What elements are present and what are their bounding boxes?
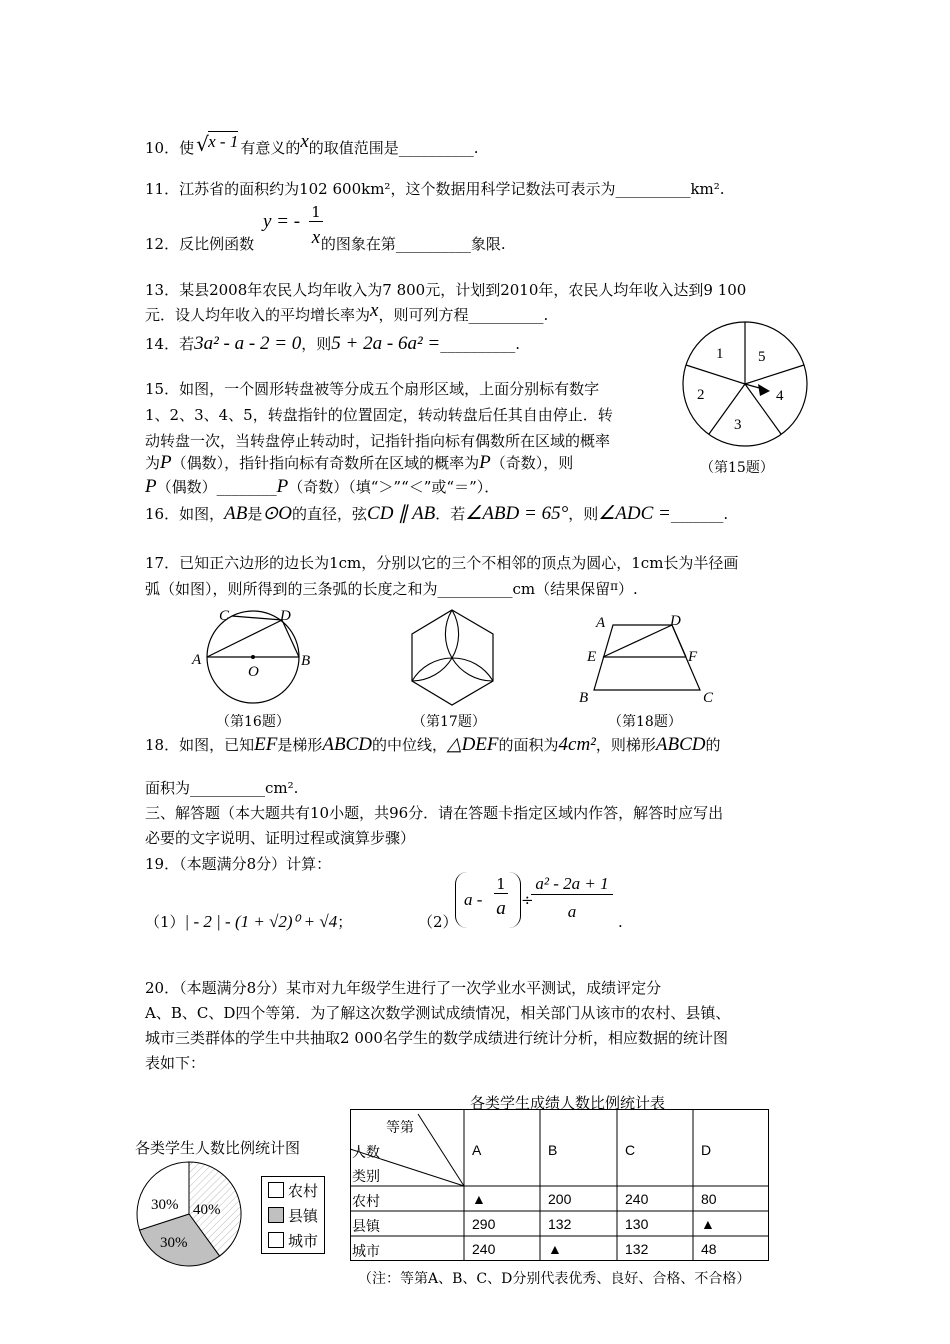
q20-line4: 表如下： [145, 1054, 206, 1072]
corner-mid: 人数 [352, 1144, 380, 1160]
corner-top: 等第 [386, 1119, 414, 1135]
caption-15: （第15题） [700, 460, 774, 476]
q15-line3: 动转盘一次，当转盘停止转动时，记指针指向标有偶数所在区域的概率 [145, 432, 611, 450]
division-sign: ÷ [521, 891, 534, 909]
q18-line2: 面积为__________cm². [145, 779, 299, 797]
q15-line1: 15．如图，一个圆形转盘被等分成五个扇形区域，上面分别标有数字 [145, 380, 600, 398]
q19-denominator: a [567, 902, 577, 921]
paren-expression: a - 1 a [455, 872, 521, 928]
caption-17: （第17题） [412, 714, 486, 730]
q19-dot: . [618, 913, 623, 931]
legend-swatch-rural [268, 1182, 284, 1198]
q20-line1: 20．（本题满分8分）某市对九年级学生进行了一次学业水平测试，成绩评定分 [145, 979, 662, 997]
legend-label: 农村 [288, 1182, 319, 1200]
q11: 11．江苏省的面积约为102 600km²，这个数据用科学记数法可表示为__________km². [145, 180, 725, 198]
figure-17 [400, 606, 505, 706]
header-B: B [548, 1142, 558, 1158]
svg-text:O: O [248, 664, 259, 680]
q10: 10．使 √ x - 1 有意义的x的取值范围是__________. [145, 131, 479, 157]
sector-label: 2 [697, 387, 705, 403]
legend-label: 县镇 [288, 1207, 319, 1225]
q16: 16．如图，AB是⊙O的直径，弦CD ∥ AB．若∠ABD = 65°，则∠ADC =_______. [145, 503, 729, 524]
q17-line2: 弧（如图），则所得到的三条弧的长度之和为__________cm（结果保留$^\pi$）. [145, 579, 638, 598]
table-cell: 城市 [352, 1243, 380, 1259]
q18-line1: 18．如图，已知EF是梯形ABCD的中位线，△DEF的面积为4cm²，则梯形ABCD的 [145, 734, 721, 755]
q19-part1: （1）| - 2 | - (1 + √2)⁰ + √4； [145, 912, 353, 931]
table-cell: 县镇 [352, 1218, 380, 1234]
caption-16: （第16题） [216, 714, 290, 730]
pointer-arrow-icon [758, 384, 770, 396]
pie-label: 40% [193, 1202, 221, 1218]
q19-part2-label: （2） [418, 913, 458, 931]
legend-swatch-city [268, 1232, 284, 1248]
svg-text:D: D [280, 608, 291, 624]
svg-text:D: D [670, 613, 681, 629]
svg-text:B: B [579, 690, 589, 706]
table-cell: 240 [625, 1191, 649, 1207]
table-cell: 80 [701, 1191, 717, 1207]
q19-head: 19．（本题满分8分）计算： [145, 855, 332, 873]
q15-line4: 为P（偶数），指针指向标有奇数所在区域的概率为P（奇数），则 [145, 452, 574, 473]
svg-text:C: C [703, 690, 714, 706]
header-D: D [701, 1142, 712, 1158]
q14: 14．若3a² - a - 2 = 0，则5 + 2a - 6a² =__________. [145, 333, 520, 354]
header-C: C [625, 1142, 636, 1158]
table-cell: 290 [472, 1216, 496, 1232]
table-cell: ▲ [472, 1191, 486, 1207]
q20-line2: A、B、C、D四个等第．为了解这次数学测试成绩情况，相关部门从该市的农村、县镇、 [145, 1004, 731, 1022]
corner-bot: 类别 [352, 1168, 380, 1184]
svg-text:A: A [596, 615, 606, 631]
svg-text:F: F [688, 649, 698, 665]
table-cell: 130 [625, 1216, 649, 1232]
svg-text:B: B [301, 653, 311, 669]
table-cell: 48 [701, 1241, 717, 1257]
table-note: （注：等第A、B、C、D分别代表优秀、良好、合格、不合格） [358, 1271, 751, 1287]
q17-line1: 17．已知正六边形的边长为1cm，分别以它的三个不相邻的顶点为圆心，1cm长为半径画 [145, 554, 739, 572]
sector-label: 4 [776, 388, 784, 404]
table-cell: ▲ [548, 1241, 562, 1257]
sector-label: 1 [716, 346, 724, 362]
q20-line3: 城市三类群体的学生中共抽取2 000名学生的数学成绩进行统计分析，相应数据的统计图 [145, 1029, 728, 1047]
spinner-divider [686, 365, 745, 384]
svg-text:A: A [192, 652, 202, 668]
section3-line2: 必要的文字说明、证明过程或演算步骤） [145, 829, 416, 847]
pie-chart [133, 1158, 245, 1270]
q13-line2: 元．设人均年收入的平均增长率为x，则可列方程__________. [145, 300, 549, 324]
table-cell: 240 [472, 1241, 496, 1257]
table-cell: ▲ [701, 1216, 715, 1232]
table-cell: 200 [548, 1191, 572, 1207]
svg-text:E: E [587, 649, 597, 665]
pie-label: 30% [160, 1235, 188, 1251]
pie-label: 30% [151, 1197, 179, 1213]
q19-numerator: a² - 2a + 1 [531, 874, 613, 895]
legend-swatch-town [268, 1207, 284, 1223]
spinner-divider [745, 365, 804, 384]
table-cell: 农村 [352, 1193, 380, 1209]
score-table [350, 1109, 769, 1261]
sqrt-expression: √ x - 1 [196, 132, 239, 156]
sector-label: 3 [734, 417, 742, 433]
caption-18: （第18题） [608, 714, 682, 730]
figure-18 [576, 608, 721, 708]
section3-line1: 三、解答题（本大题共有10小题，共96分．请在答题卡指定区域内作答，解答时应写出 [145, 804, 724, 822]
q12: 12．反比例函数 y = - 1 x 的图象在第__________象限. [145, 203, 506, 253]
spinner-figure [678, 318, 813, 453]
svg-text:C: C [219, 608, 230, 624]
figure-16 [188, 602, 318, 712]
table-cell: 132 [625, 1241, 649, 1257]
q15-line5: P（偶数）________P（奇数）（填“＞”“＜”或“＝”）． [145, 476, 500, 497]
q15-line2: 1、2、3、4、5，转盘指针的位置固定，转动转盘后任其自由停止．转 [145, 406, 613, 424]
header-A: A [472, 1142, 482, 1158]
pie-title: 各类学生人数比例统计图 [135, 1139, 301, 1157]
pie-legend [261, 1176, 325, 1254]
q13-line1: 13．某县2008年农民人均年收入为7 800元，计划到2010年，农民人均年收入达到9 100 [145, 281, 747, 299]
table-title: 各类学生成绩人数比例统计表 [470, 1094, 666, 1112]
sector-label: 5 [758, 349, 766, 365]
table-cell: 132 [548, 1216, 572, 1232]
legend-label: 城市 [288, 1232, 319, 1250]
